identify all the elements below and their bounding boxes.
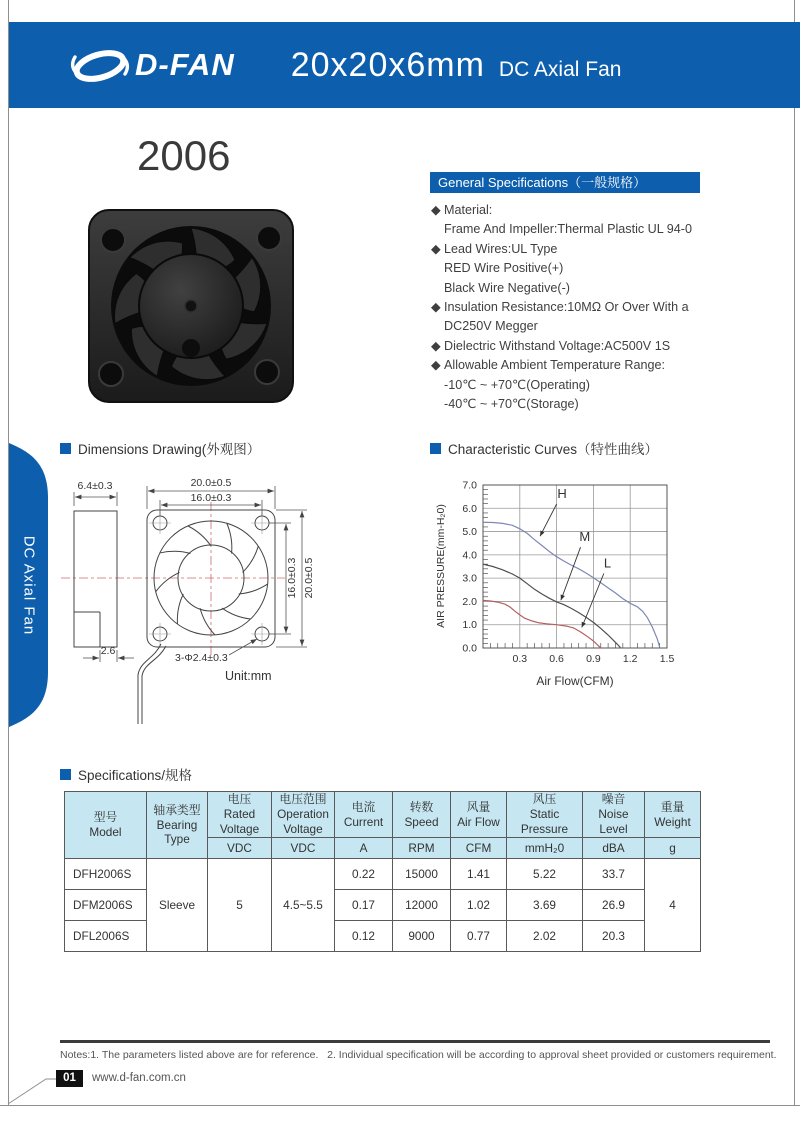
cell-speed: 12000: [393, 890, 451, 921]
svg-text:0.3: 0.3: [512, 653, 528, 665]
unit-mmh2o: mmH₂0: [507, 838, 583, 859]
cell-current: 0.17: [335, 890, 393, 921]
cell-speed: 9000: [393, 921, 451, 952]
col-header-operation-voltage: 电压范围 Operation Voltage: [272, 792, 335, 838]
dim-holes-right: 16.0±0.3: [286, 557, 298, 599]
footer-notes: Notes:1. The parameters listed above are for reference. 2. Individual specification will be according to approval sheet provided or customers requirement.: [60, 1049, 777, 1061]
spec-line: ◆ Dielectric Withstand Voltage:AC500V 1S: [431, 337, 692, 356]
lead-wires: [138, 644, 166, 724]
corner-fold-mark: [0, 1066, 60, 1110]
unit-rpm: RPM: [393, 838, 451, 859]
svg-text:0.9: 0.9: [586, 653, 601, 665]
cell-noise: 26.9: [583, 890, 645, 921]
svg-text:M: M: [579, 528, 591, 544]
svg-text:5.0: 5.0: [462, 526, 477, 539]
svg-text:0.6: 0.6: [549, 653, 564, 665]
cell-pressure: 5.22: [507, 859, 583, 890]
page-number-badge: 01: [56, 1070, 83, 1087]
unit-label: Unit:mm: [225, 669, 272, 683]
svg-text:0.0: 0.0: [462, 642, 477, 655]
cell-pressure: 2.02: [507, 921, 583, 952]
diamond-bullet-icon: ◆: [431, 338, 441, 353]
svg-text:7.0: 7.0: [462, 479, 477, 492]
spec-line: -10℃ ~ +70℃(Operating): [444, 377, 590, 392]
dimensions-drawing: [55, 462, 420, 730]
dim-side-width: 6.4±0.3: [77, 480, 113, 492]
page-bottom-border: [0, 1105, 800, 1106]
unit-vdc: VDC: [272, 838, 335, 859]
cell-rated-voltage: 5: [208, 859, 272, 952]
unit-cfm: CFM: [451, 838, 507, 859]
col-header-air-flow: 风量 Air Flow: [451, 792, 507, 838]
col-header-weight: 重量 Weight: [645, 792, 701, 838]
col-header-speed: 转数 Speed: [393, 792, 451, 838]
col-header-static-pressure: 风压 Static Pressure: [507, 792, 583, 838]
model-number-title: 2006: [137, 132, 231, 179]
curves-section-heading: Characteristic Curves（特性曲线）: [430, 438, 658, 458]
spec-line: ◆ Material:: [431, 201, 692, 220]
dim-outer-right: 20.0±0.5: [303, 557, 315, 599]
cell-noise: 20.3: [583, 921, 645, 952]
specifications-table: [64, 791, 701, 952]
unit-a: A: [335, 838, 393, 859]
col-header-bearing: 轴承类型 Bearing Type: [147, 792, 208, 859]
diamond-bullet-icon: ◆: [431, 241, 441, 256]
cell-current: 0.22: [335, 859, 393, 890]
svg-text:1.2: 1.2: [622, 653, 638, 665]
page-right-border: [794, 0, 795, 1105]
blue-square-icon: [60, 443, 71, 454]
y-axis-title: AIR PRESSURE(mm-H₂0): [435, 504, 447, 628]
cell-current: 0.12: [335, 921, 393, 952]
brand-name: D-FAN: [135, 47, 235, 82]
svg-text:1.0: 1.0: [462, 619, 477, 632]
table-row: [65, 859, 701, 890]
dim-side-tab: 2.6: [100, 645, 116, 657]
spec-line: Frame And Impeller:Thermal Plastic UL 94-0: [444, 222, 693, 237]
spec-line: ◆ Allowable Ambient Temperature Range:: [431, 356, 692, 375]
sidebar-category-label: DC Axial Fan: [20, 535, 38, 635]
spec-line: RED Wire Positive(+): [444, 261, 564, 276]
svg-text:1.5: 1.5: [659, 653, 675, 665]
cell-air-flow: 0.77: [451, 921, 507, 952]
cell-bearing: Sleeve: [147, 859, 208, 952]
svg-text:2.0: 2.0: [462, 595, 477, 608]
footer-divider: [60, 1040, 770, 1043]
cell-speed: 15000: [393, 859, 451, 890]
cell-noise: 33.7: [583, 859, 645, 890]
header-titles: [291, 46, 622, 85]
header-bar: [9, 22, 800, 108]
fan-product-image: [85, 202, 297, 408]
cell-model: DFH2006S: [65, 859, 147, 890]
spec-line: ◆ Insulation Resistance:10MΩ Or Over With a: [431, 298, 692, 317]
spec-table-heading: Specifications/规格: [60, 764, 192, 784]
dim-holes-note: 3-Φ2.4±0.3: [175, 652, 228, 664]
x-axis-title: Air Flow(CFM): [536, 674, 614, 688]
svg-text:3.0: 3.0: [462, 572, 477, 585]
unit-dba: dBA: [583, 838, 645, 859]
diamond-bullet-icon: ◆: [431, 203, 441, 217]
cell-air-flow: 1.02: [451, 890, 507, 921]
general-specs-heading: General Specifications（一般规格）: [430, 172, 700, 193]
col-header-rated-voltage: 电压 Rated Voltage: [208, 792, 272, 838]
cell-pressure: 3.69: [507, 890, 583, 921]
website-url: www.d-fan.com.cn: [92, 1072, 186, 1084]
dimensions-section-heading: Dimensions Drawing(外观图）: [60, 438, 260, 458]
blue-square-icon: [60, 769, 71, 780]
cell-operation-voltage: 4.5~5.5: [272, 859, 335, 952]
svg-text:L: L: [603, 555, 612, 571]
blue-square-icon: [430, 443, 441, 454]
unit-vdc: VDC: [208, 838, 272, 859]
product-size-title: 20x20x6mm: [290, 45, 485, 84]
svg-text:4.0: 4.0: [462, 549, 477, 562]
fan-swoosh-icon: [67, 43, 133, 87]
unit-g: g: [645, 838, 701, 859]
general-specs-list: [431, 201, 692, 414]
svg-text:H: H: [557, 485, 567, 501]
dim-outer-top: 20.0±0.5: [190, 477, 232, 489]
side-view-outline: [74, 511, 117, 647]
col-header-model: 型号 Model: [65, 792, 147, 859]
cell-model: DFL2006S: [65, 921, 147, 952]
spec-line: -40℃ ~ +70℃(Storage): [444, 397, 579, 412]
col-header-noise: 噪音 Noise Level: [583, 792, 645, 838]
cell-air-flow: 1.41: [451, 859, 507, 890]
svg-text:6.0: 6.0: [462, 502, 477, 515]
diamond-bullet-icon: ◆: [431, 300, 441, 315]
col-header-current: 电流 Current: [335, 792, 393, 838]
characteristic-curves-chart: [428, 466, 790, 696]
diamond-bullet-icon: ◆: [431, 358, 441, 373]
cell-weight: 4: [645, 859, 701, 952]
brand-logo: [67, 43, 235, 87]
dim-holes-top: 16.0±0.3: [190, 492, 232, 504]
spec-line: DC250V Megger: [444, 319, 538, 334]
product-type-subtitle: DC Axial Fan: [498, 57, 622, 81]
spec-line: Black Wire Negative(-): [444, 280, 570, 295]
cell-model: DFM2006S: [65, 890, 147, 921]
spec-line: ◆ Lead Wires:UL Type: [431, 240, 692, 259]
